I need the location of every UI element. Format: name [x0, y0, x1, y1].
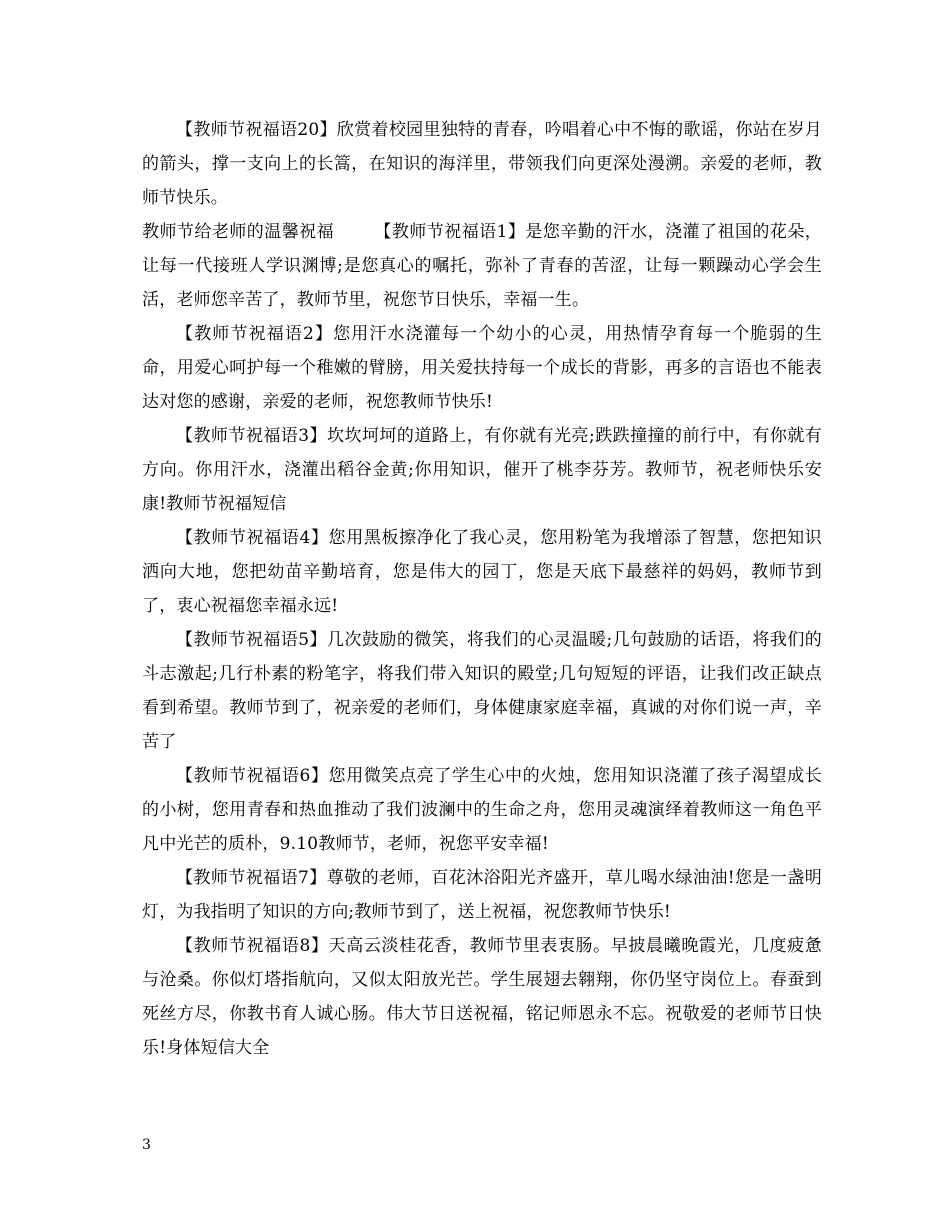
paragraph-blessing-7: 【教师节祝福语7】尊敬的老师，百花沐浴阳光齐盛开，草儿喝水绿油油!您是一盏明灯，为我指明了知识的方向;教师节到了，送上祝福，祝您教师节快乐! [142, 868, 822, 922]
document-body [142, 113, 822, 1065]
paragraph-blessing-3: 【教师节祝福语3】坎坎坷坷的道路上，有你就有光亮;跌跌撞撞的前行中，有你就有方向。你用汗水，浇灌出稻谷金黄;你用知识，催开了桃李芬芳。教师节，祝老师快乐安康!教师节祝福短信 [142, 426, 822, 514]
paragraph-blessing-5: 【教师节祝福语5】几次鼓励的微笑，将我们的心灵温暖;几句鼓励的话语，将我们的斗志激起;几行朴素的粉笔字，将我们带入知识的殿堂;几句短短的评语，让我们改正缺点看到希望。教师节到了，祝亲爱的老师们，身体健康家庭幸福，真诚的对你们说一声，辛苦了 [142, 630, 822, 752]
paragraph-blessing-20: 【教师节祝福语20】欣赏着校园里独特的青春，吟唱着心中不悔的歌谣，你站在岁月的箭头，撑一支向上的长篙，在知识的海洋里，带领我们向更深处漫溯。亲爱的老师，教师节快乐。 [142, 120, 822, 208]
paragraph-blessing-8: 【教师节祝福语8】天高云淡桂花香，教师节里表衷肠。早披晨曦晚霞光，几度疲惫与沧桑。你似灯塔指航向，又似太阳放光芒。学生展翅去翱翔，你仍坚守岗位上。春蚕到死丝方尽，你教书育人诚心肠。伟大节日送祝福，铭记师恩永不忘。祝敬爱的老师节日快乐!身体短信大全 [142, 936, 822, 1058]
paragraph-blessing-4: 【教师节祝福语4】您用黑板擦净化了我心灵，您用粉笔为我增添了智慧，您把知识洒向大地，您把幼苗辛勤培育，您是伟大的园丁，您是天底下最慈祥的妈妈，教师节到了，衷心祝福您幸福永远! [142, 528, 822, 616]
paragraph-blessing-1: 【教师节祝福语1】是您辛勤的汗水，浇灌了祖国的花朵，让每一代接班人学识渊博;是您真心的嘱托，弥补了青春的苦涩，让每一颗躁动心学会生活，老师您辛苦了，教师节里，祝您节日快乐，幸福一生。 [142, 222, 822, 310]
paragraph-blessing-2: 【教师节祝福语2】您用汗水浇灌每一个幼小的心灵，用热情孕育每一个脆弱的生命，用爱心呵护每一个稚嫩的臂膀，用关爱扶持每一个成长的背影，再多的言语也不能表达对您的感谢，亲爱的老师，祝您教师节快乐! [142, 324, 822, 412]
page-number: 3 [142, 1137, 151, 1153]
section-heading: 教师节给老师的温馨祝福 [142, 222, 335, 242]
paragraph-blessing-6: 【教师节祝福语6】您用微笑点亮了学生心中的火烛，您用知识浇灌了孩子渴望成长的小树，您用青春和热血推动了我们波澜中的生命之舟，您用灵魂演绎着教师这一角色平凡中光芒的质朴，9.10教师节，老师，祝您平安幸福! [142, 766, 822, 854]
paragraph-section-start [142, 215, 822, 317]
